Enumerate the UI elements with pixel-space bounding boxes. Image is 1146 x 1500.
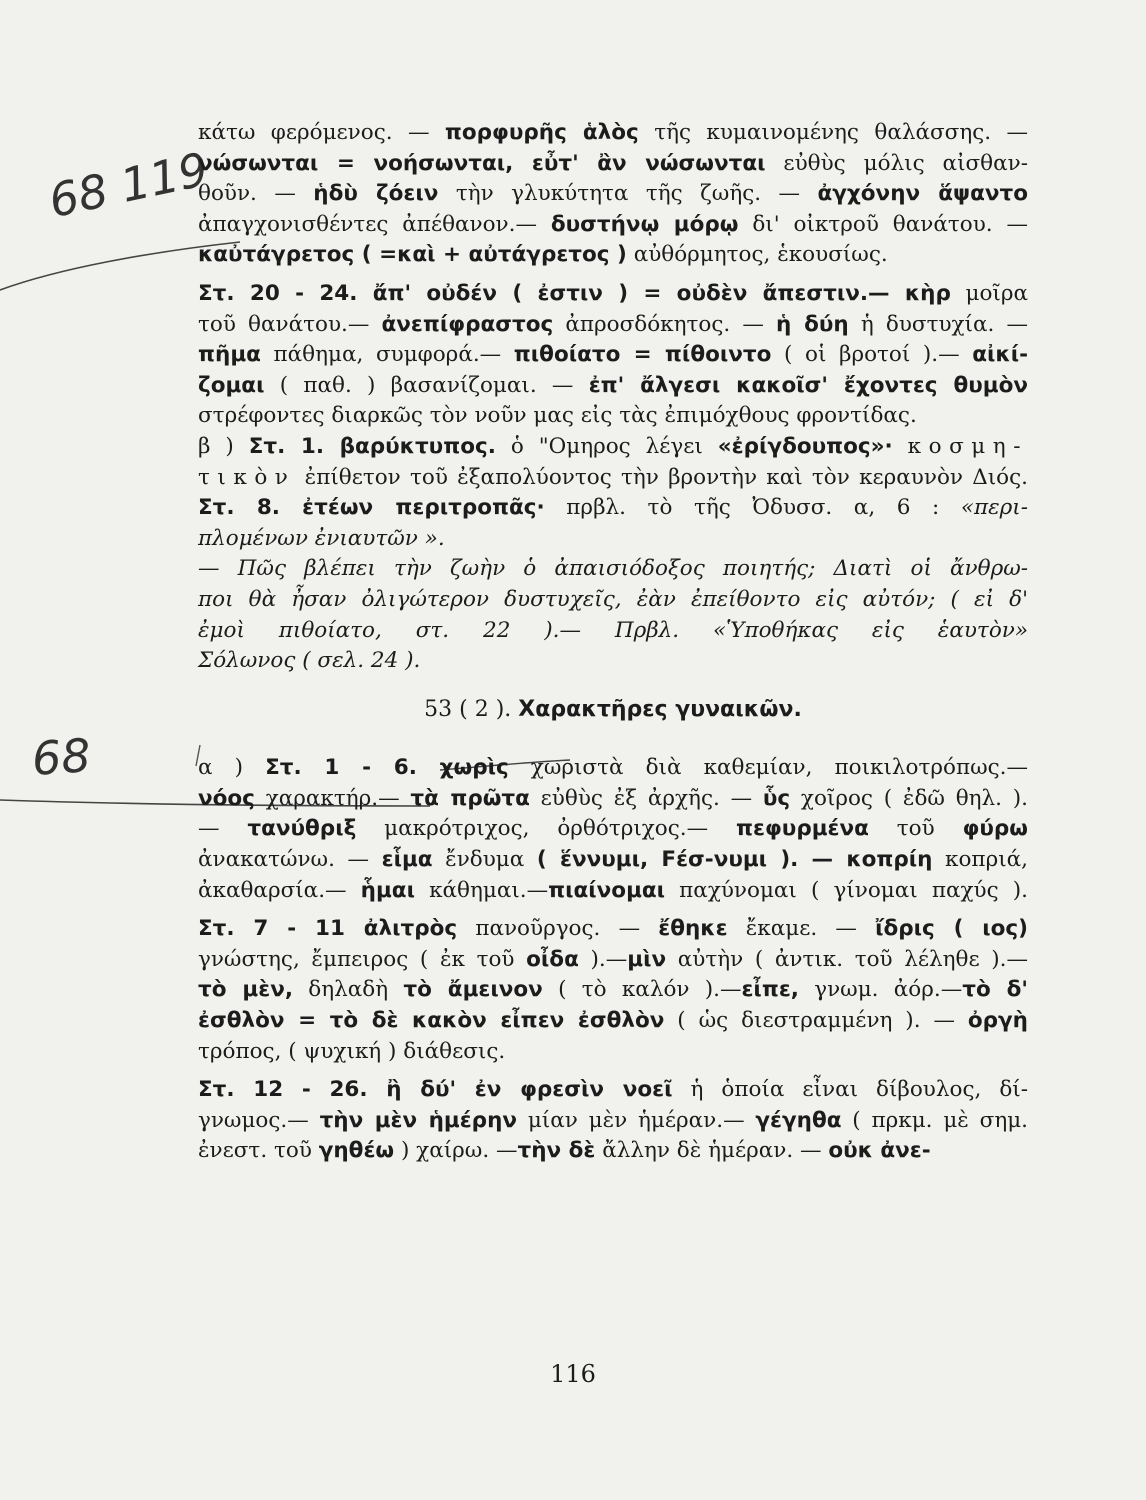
text-run: κάθημαι.— — [414, 877, 549, 903]
text-line — [198, 310, 1028, 341]
text-line — [198, 945, 1028, 976]
spaced-text: κοσμη- — [907, 433, 1028, 459]
bold-term: πορφυρῆς ἁλὸς — [444, 120, 639, 145]
margin-note-text: 68 — [30, 728, 93, 786]
text-line — [198, 616, 1028, 647]
text-run: δηλαδὴ — [293, 977, 404, 1003]
text-run: ὁ "Ομηρος λέγει — [495, 433, 718, 459]
text-run: β ) — [198, 433, 249, 459]
bold-term: τὴν μὲν ἡμέρην — [319, 1107, 518, 1133]
text-line — [198, 210, 1028, 241]
text-line — [198, 149, 1028, 180]
text-run: πανοῦργος. — — [457, 916, 659, 942]
text-line — [198, 493, 1028, 524]
bold-term: πιθοίατο = πίθοιντο — [513, 342, 772, 368]
bold-term: μὶν — [627, 946, 667, 972]
text-line — [198, 524, 1028, 555]
text-run: παχύνομαι ( γίνομαι παχύς ). — [665, 877, 1028, 903]
text-run: γνωμ. ἀόρ.— — [798, 977, 963, 1003]
text-line — [198, 646, 1028, 677]
bold-term: εἷμα — [381, 847, 433, 873]
text-run: πάθημα, συμφορά.— — [260, 342, 514, 368]
italic-text: «περι- — [960, 495, 1028, 521]
bold-term: Στ. 7 - 11 ἀλιτρὸς — [198, 916, 458, 942]
text-run: τρόπος, ( ψυχική ) διάθεσις. — [198, 1038, 506, 1064]
text-run: εὐθὺς ἐξ ἀρχῆς. — — [529, 785, 763, 811]
text-line — [198, 845, 1028, 876]
text-line — [198, 401, 1028, 432]
bold-term: τανύθριξ — [247, 816, 357, 842]
italic-text: ποι θὰ ἦσαν ὀλιγώτερον δυστυχεῖς, ἐὰν ἐπείθοντο εἰς αὐτόν; ( εἰ δ' — [198, 586, 1028, 612]
margin-note-text: 68 — [44, 163, 113, 229]
text-run: ( οἱ βροτοί ).— — [771, 342, 973, 368]
text-run: γνωμος.— — [198, 1107, 320, 1133]
bold-term: τὸ μὲν, — [198, 977, 294, 1003]
document-body — [198, 118, 1028, 1167]
bold-term: ἐπ' ἄλγεσι κακοῖσ' ἔχοντες θυμὸν — [588, 372, 1028, 398]
text-run: στρέφοντες διαρκῶς τὸν νοῦν μας εἰς τὰς ἐπιμόχθους φροντίδας. — [198, 403, 917, 429]
text-line — [198, 432, 1028, 463]
text-line — [198, 784, 1028, 815]
bold-term: ἀγχόνην ἅψαντο — [817, 181, 1028, 207]
text-run: ἐπίθετον τοῦ ἐξαπολύοντος τὴν βροντὴν καὶ τὸν κεραυνὸν Διός. — [295, 464, 1028, 490]
text-run: ( πρκμ. μὲ σημ. — [841, 1107, 1029, 1133]
text-line — [198, 1075, 1028, 1106]
text-line — [198, 914, 1028, 945]
bold-term: τὸ ἄμεινον — [403, 977, 543, 1003]
italic-text: ἐμοὶ πιθοίατο, στ. 22 ).— Πρβλ. «Ὑποθήκας εἰς ἑαυτὸν» — [198, 617, 1028, 643]
bold-term: «ἐρίγδουπος»· — [717, 433, 893, 459]
bold-term: γηθέω — [318, 1138, 395, 1164]
italic-text: πλομένων ἐνιαυτῶν ». — [198, 525, 445, 551]
bold-term: Στ. 1 - 6. χωρὶς — [265, 755, 509, 781]
text-run: ) χαίρω. — — [394, 1138, 518, 1164]
bold-term: ζομαι — [198, 372, 265, 398]
margin-note-text: 119 — [115, 141, 213, 213]
bold-term: αἰκί- — [972, 342, 1028, 368]
text-run: ἡ δυστυχία. — — [848, 311, 1028, 337]
bold-term: τὴν δὲ — [517, 1138, 596, 1164]
bold-term: Στ. 1. βαρύκτυπος. — [248, 433, 496, 459]
bold-term: Στ. 20 - 24. ἄπ' οὐδέν ( ἐστιν ) = οὐδὲν ἄπεστιν.— κὴρ — [198, 280, 951, 306]
text-line — [198, 1136, 1028, 1167]
text-run: ἔνδυμα — [432, 847, 537, 873]
italic-text: Σόλωνος ( σελ. 24 ). — [198, 648, 421, 674]
text-line — [198, 463, 1028, 494]
text-run: ἀκαθαρσία.— — [198, 877, 361, 903]
bold-term: οἶδα — [526, 946, 579, 972]
text-line — [198, 240, 1028, 271]
text-run: τοῦ θανάτου.— — [198, 311, 382, 337]
text-line — [198, 814, 1028, 845]
text-run: θοῦν. — — [198, 181, 314, 207]
text-run: χαρακτήρ.— — [254, 785, 411, 811]
bold-term: νόος — [198, 785, 255, 811]
section-heading — [198, 695, 1028, 726]
bold-term: φύρω — [962, 816, 1028, 842]
text-run: μοῖρα — [950, 280, 1029, 306]
bold-term: Στ. 12 - 26. ἢ δύ' ἐν φρεσὶν νοεῖ — [198, 1077, 673, 1103]
handwritten-margin-note — [30, 728, 92, 786]
bold-term: οὐκ ἀνε- — [828, 1138, 931, 1164]
text-line — [198, 585, 1028, 616]
bold-term: καὐτάγρετος ( =καὶ + αὐτάγρετος ) — [198, 242, 627, 268]
bold-term: πῆμα — [198, 342, 261, 368]
italic-text: — Πῶς βλέπει τὴν ζωὴν ὁ ἀπαισιόδοξος ποιητής; Διατὶ οἱ ἄνθρω- — [198, 556, 1028, 582]
text-line — [198, 371, 1028, 402]
text-run: ( ὡς διεστραμμένη ). — — [664, 1008, 968, 1034]
text-run: ἐνεστ. τοῦ — [198, 1138, 319, 1164]
bold-term: Χαρακτῆρες γυναικῶν. — [518, 696, 802, 722]
text-run: 53 ( 2 ). — [424, 696, 519, 722]
bold-term: πιαίνομαι — [548, 877, 666, 903]
text-run: — — [198, 816, 248, 842]
text-run: ἄλλην δὲ ἡμέραν. — — [595, 1138, 829, 1164]
text-run: ἔκαμε. — — [727, 916, 876, 942]
page-number: 116 — [550, 1360, 596, 1388]
text-run: τὴν γλυκύτητα τῆς ζωῆς. — — [438, 181, 818, 207]
bold-term: ὀργὴ — [967, 1008, 1028, 1034]
text-run: μίαν μὲν ἡμέραν.— — [517, 1107, 756, 1133]
text-line — [198, 118, 1028, 149]
text-run: α ) — [198, 755, 266, 781]
text-line — [198, 1106, 1028, 1137]
bold-term: ἡ δύη — [776, 311, 849, 337]
text-run: χοῖρος ( ἐδῶ θηλ. ). — [790, 785, 1028, 811]
text-run: μακρότριχος, ὀρθότριχος.— — [356, 816, 737, 842]
text-run: ἀπροσδόκητος. — — [553, 311, 776, 337]
bold-term: ὗς — [762, 785, 791, 811]
text-line — [198, 753, 1028, 784]
text-run: τῆς κυμαινομένης θαλάσσης. — — [638, 120, 1029, 145]
text-line — [198, 340, 1028, 371]
text-run: ἡ ὁποία εἶναι δίβουλος, δί- — [672, 1077, 1028, 1103]
text-run: γνώστης, ἔμπειρος ( ἐκ τοῦ — [198, 946, 527, 972]
bold-term: τὰ πρῶτα — [410, 785, 530, 811]
bold-term: δυστήνῳ μόρῳ — [550, 211, 739, 237]
bold-term: γέγηθα — [755, 1107, 842, 1133]
text-run: αὐτὴν ( ἀντικ. τοῦ λέληθε ).— — [666, 946, 1029, 972]
text-run: εὐθὺς μόλις αἰσθαν- — [765, 150, 1028, 176]
text-line — [198, 1037, 1028, 1068]
text-run: αὐθόρμητος, ἑκουσίως. — [626, 242, 888, 268]
spaced-text: τικὸν — [198, 464, 296, 490]
text-line — [198, 554, 1028, 585]
bold-term: ( ἕννυμι, Fέσ-νυμι ). — κοπρίη — [536, 847, 933, 873]
bold-term: ἡδὺ ζόειν — [313, 181, 439, 207]
bold-term: ἧμαι — [360, 877, 415, 903]
text-run: κάτω φερόμενος. — — [198, 120, 445, 145]
text-run: κοπριά, — [932, 847, 1028, 873]
text-run: ).— — [578, 946, 628, 972]
text-line — [198, 876, 1028, 907]
text-run: χωριστὰ διὰ καθεμίαν, ποικιλοτρόπως.— — [508, 755, 1029, 781]
text-line — [198, 179, 1028, 210]
bold-term: νώσωνται = νοήσωνται, εὖτ' ἂν νώσωνται — [198, 150, 766, 176]
text-run: τοῦ — [868, 816, 963, 842]
bold-term: ἀνεπίφραστος — [381, 311, 554, 337]
text-run: ἀπαγχονισθέντες ἀπέθανον.— — [198, 211, 551, 237]
bold-term: πεφυρμένα — [736, 816, 869, 842]
bold-term: ἔθηκε — [658, 916, 728, 942]
text-run: ( τὸ καλόν ).— — [542, 977, 742, 1003]
text-line — [198, 1006, 1028, 1037]
bold-term: τὸ δ' — [962, 977, 1028, 1003]
text-line — [198, 279, 1028, 310]
text-run: πρβλ. τὸ τῆς Ὀδυσσ. α, 6 : — [544, 495, 961, 521]
bold-term: εἶπε, — [741, 977, 799, 1003]
bold-term: ἴδρις ( ιος) — [875, 916, 1028, 942]
bold-term: Στ. 8. ἐτέων περιτροπᾶς· — [198, 495, 545, 521]
bold-term: ἐσθλὸν = τὸ δὲ κακὸν εἶπεν ἐσθλὸν — [198, 1008, 665, 1034]
text-run: ἀνακατώνω. — — [198, 847, 382, 873]
text-line — [198, 975, 1028, 1006]
text-run: ( παθ. ) βασανίζομαι. — — [264, 372, 589, 398]
text-run — [893, 434, 908, 459]
text-run: δι' οἰκτροῦ θανάτου. — — [738, 211, 1028, 237]
